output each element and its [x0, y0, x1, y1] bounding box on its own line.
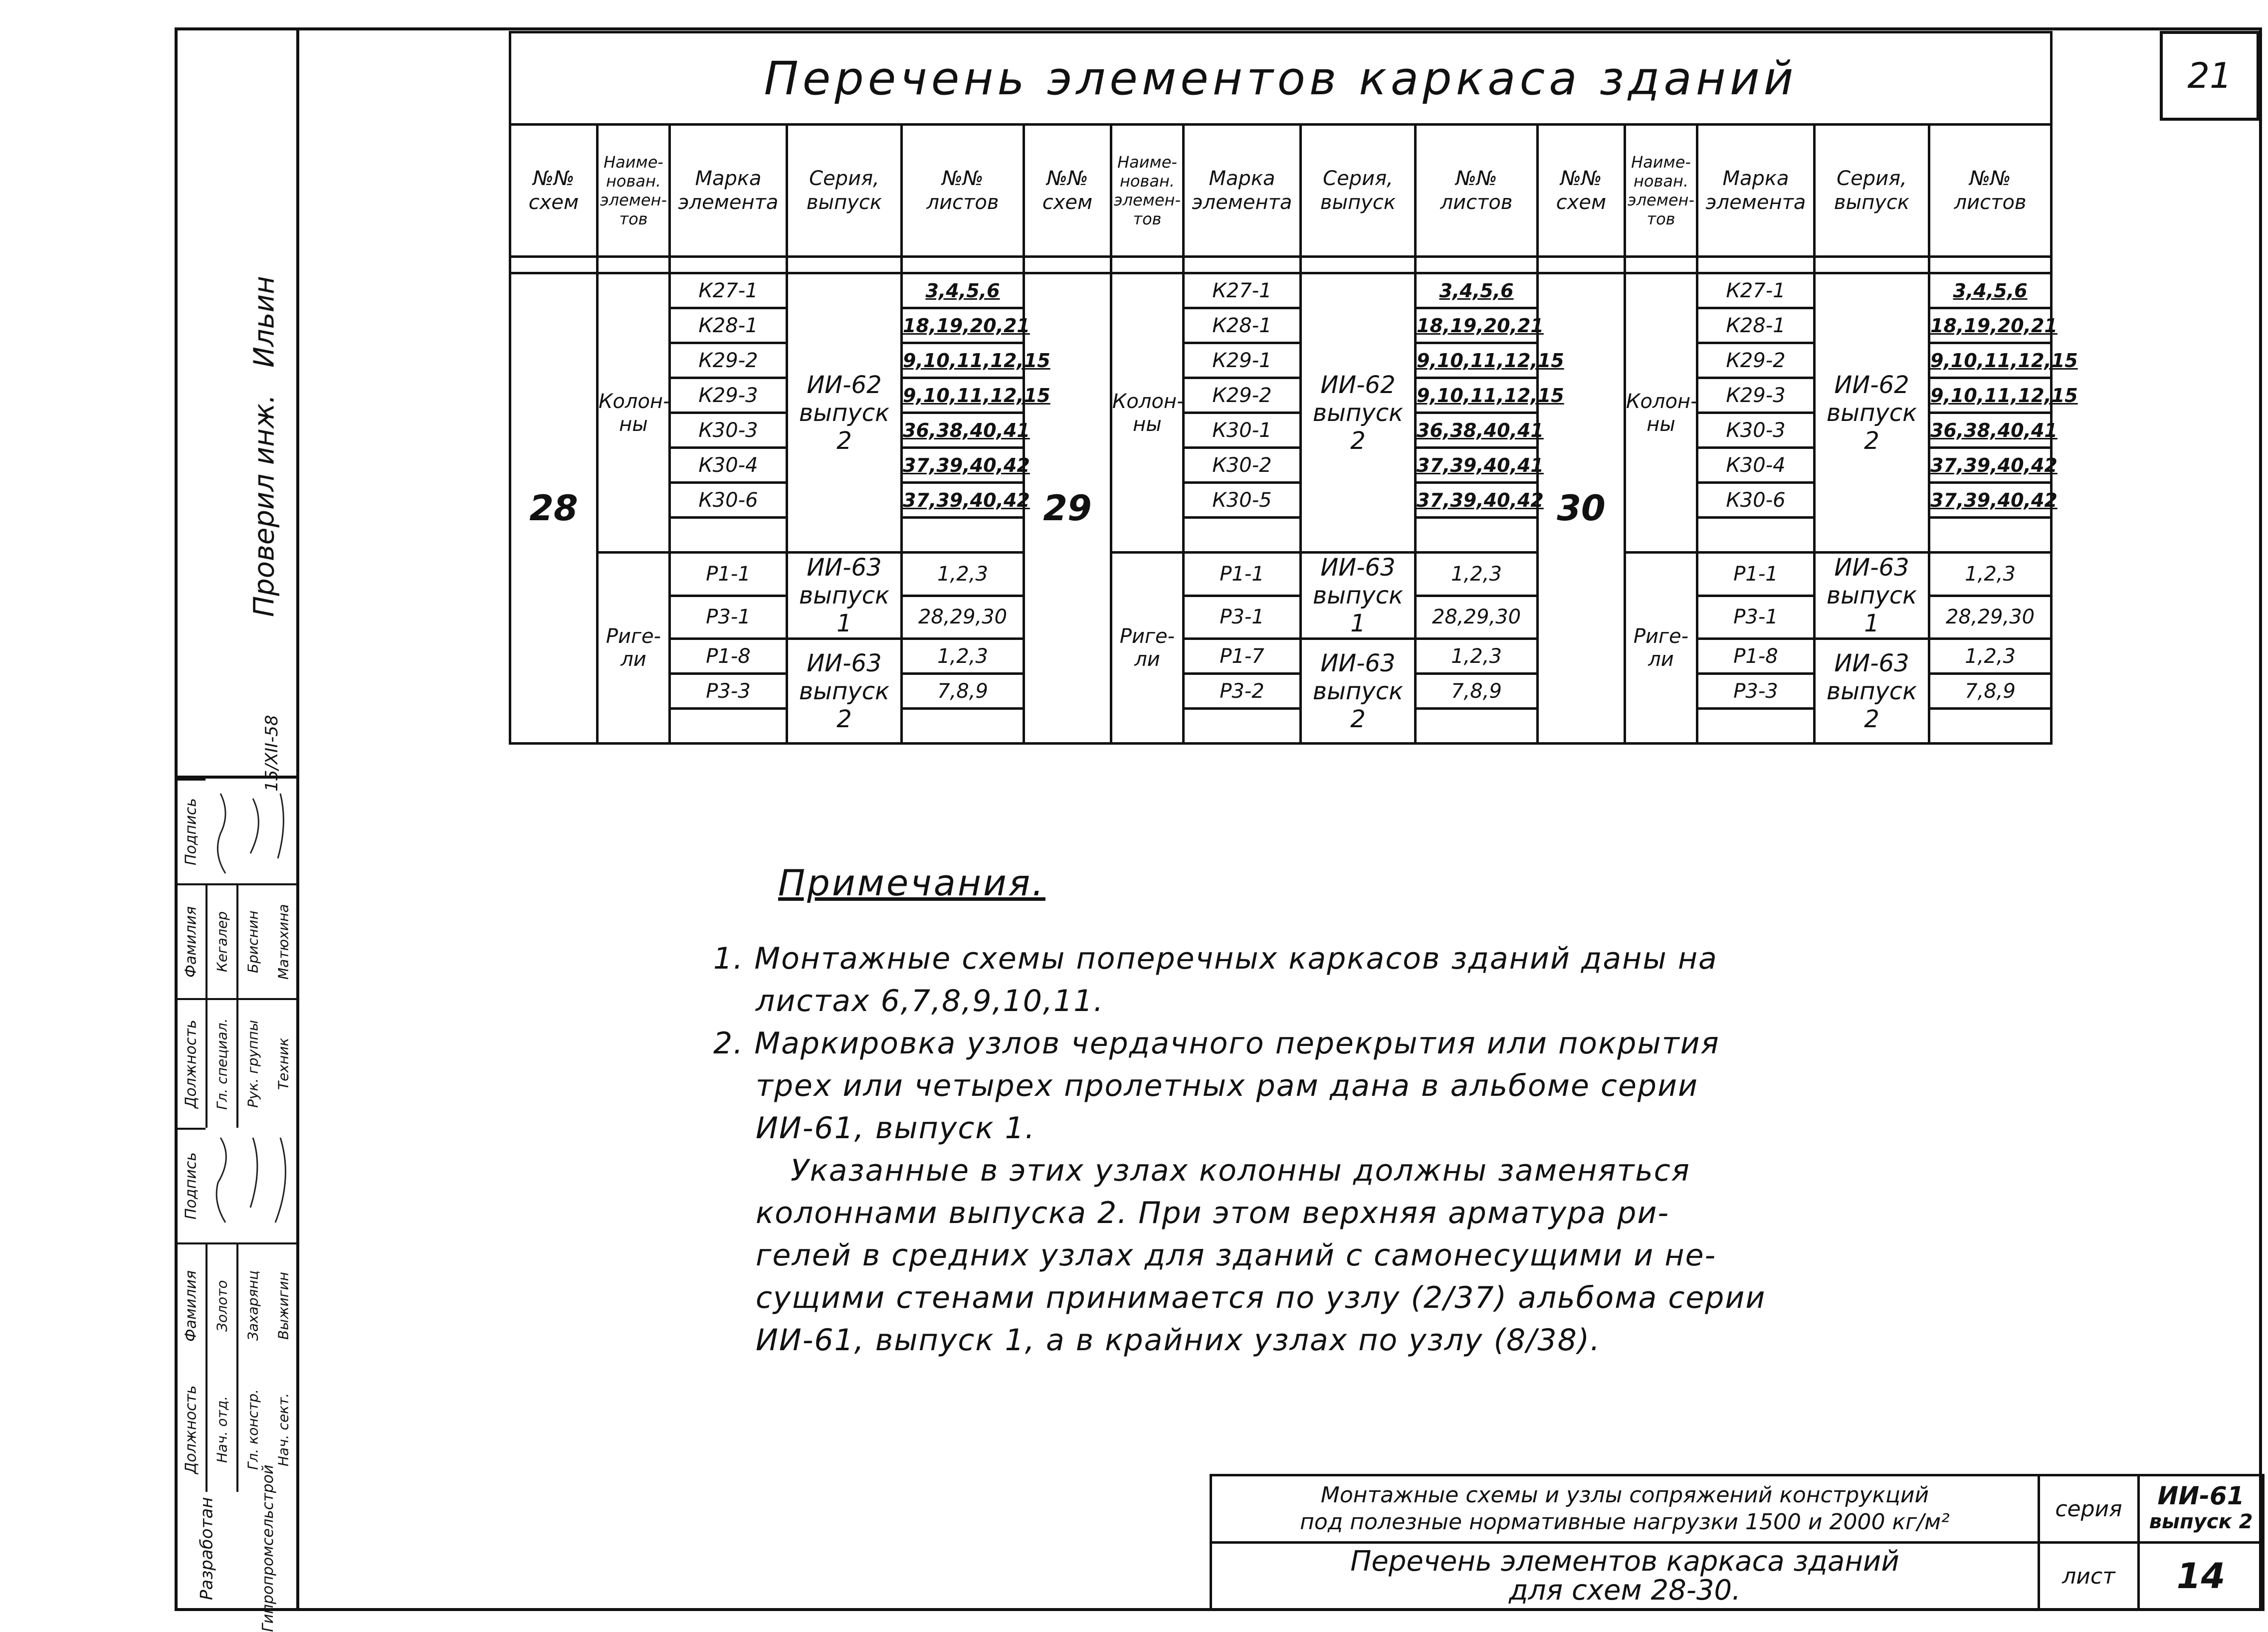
sheet-list	[1929, 518, 2052, 553]
tb-series-value	[2139, 1475, 2264, 1543]
tb-series-value-1: ИИ-61	[2157, 1481, 2245, 1510]
element-mark: Р1-8	[1697, 639, 1815, 674]
table-row	[510, 639, 2052, 674]
sheet-list: 7,8,9	[902, 674, 1024, 709]
hdr-mark-3: Марка элемента	[1697, 125, 1815, 257]
tb-sheet-title	[1211, 1543, 2039, 1610]
checked-label: Проверил инж.	[248, 394, 281, 617]
tb-line-4: для схем 28-30.	[1509, 1574, 1741, 1607]
series-rigels-b: ИИ-63 выпуск 2	[1301, 639, 1416, 744]
sheet-list: 1,2,3	[1929, 639, 2052, 674]
frame-right-line	[2259, 27, 2262, 1611]
hdr-mark-1: Марка элемента	[670, 125, 787, 257]
hdr-series-1: Серия, выпуск	[787, 125, 902, 257]
note-line-2: листах 6,7,8,9,10,11.	[756, 984, 1104, 1019]
element-mark: Р3-1	[1697, 596, 1815, 639]
series-rigels-b: ИИ-63 выпуск 2	[1815, 639, 1929, 744]
sheet-list: 9,10,11,12,15	[1416, 378, 1538, 413]
note-line-9: сущими стенами принимается по узлу (2/37) альбома серии	[756, 1280, 1766, 1315]
sheet-list: 1,2,3	[902, 639, 1024, 674]
stamp-r2-c4: Рук. группы	[236, 998, 267, 1128]
element-mark	[1697, 518, 1815, 553]
note-line-5: ИИ-61, выпуск 1.	[756, 1111, 1035, 1146]
sheet-list: 9,10,11,12,15	[1929, 378, 2052, 413]
sheet-list: 28,29,30	[1416, 596, 1538, 639]
stamp-r3-c4: Техник	[267, 998, 299, 1128]
series-rigels-a: ИИ-63 выпуск 1	[787, 553, 902, 639]
hdr-scheme-1: №№ схем	[510, 125, 598, 257]
sheet-list: 1,2,3	[1929, 553, 2052, 596]
group-name-rigels: Риге-ли	[1111, 553, 1184, 744]
sheet-list	[1416, 709, 1538, 744]
hdr-mark-2: Марка элемента	[1184, 125, 1301, 257]
sheet-list: 9,10,11,12,15	[902, 343, 1024, 378]
element-mark: К30-2	[1184, 448, 1301, 483]
sheet-list	[1929, 709, 2052, 744]
element-mark: К29-2	[670, 343, 787, 378]
note-line-10: ИИ-61, выпуск 1, а в крайних узлах по узлу (8/38).	[756, 1323, 1601, 1358]
tb-series-value-2: выпуск 2	[2149, 1510, 2253, 1533]
element-mark: К30-5	[1184, 483, 1301, 518]
note-line-1: 1. Монтажные схемы поперечных каркасов зданий даны на	[713, 941, 1718, 976]
element-mark: Р3-3	[670, 674, 787, 709]
title-block	[1210, 1474, 2262, 1609]
element-mark: К29-3	[1697, 378, 1815, 413]
sheet-list: 7,8,9	[1416, 674, 1538, 709]
element-mark: К29-1	[1184, 343, 1301, 378]
hdr-sheets-1: №№ листов	[902, 125, 1024, 257]
element-mark: К28-1	[670, 308, 787, 343]
sheet-list: 37,39,40,42	[1929, 448, 2052, 483]
frame-top-line	[175, 27, 2262, 30]
sheet-list	[1416, 518, 1538, 553]
sheet-list: 1,2,3	[1416, 639, 1538, 674]
series-columns: ИИ-62 выпуск 2	[787, 273, 902, 553]
hdr-name-3: Наиме-нован. элемен-тов	[1625, 125, 1697, 257]
hdr-series-2: Серия, выпуск	[1301, 125, 1416, 257]
hdr-scheme-3: №№ схем	[1538, 125, 1625, 257]
sheet-list: 37,39,40,41	[1416, 448, 1538, 483]
sheet-list: 7,8,9	[1929, 674, 2052, 709]
stamp-grid	[175, 776, 299, 1611]
stamp-header-6: Подпись	[175, 779, 206, 883]
sheet-list: 28,29,30	[902, 596, 1024, 639]
note-line-7: колоннами выпуска 2. При этом верхняя арматура ри-	[756, 1196, 1669, 1230]
sheet-list: 37,39,40,42	[902, 448, 1024, 483]
tb-line-2: под полезные нормативные нагрузки 1500 и 2000 кг/м²	[1300, 1509, 1950, 1535]
sheet-list: 37,39,40,42	[1416, 483, 1538, 518]
hdr-scheme-2: №№ схем	[1024, 125, 1111, 257]
element-mark	[670, 709, 787, 744]
element-mark: К30-4	[1697, 448, 1815, 483]
series-columns: ИИ-62 выпуск 2	[1815, 273, 1929, 553]
element-mark: К27-1	[1697, 273, 1815, 308]
date-note: 15/XII-58	[262, 715, 282, 792]
tb-sheet-label: лист	[2039, 1543, 2139, 1610]
element-mark: К30-6	[1697, 483, 1815, 518]
tb-description	[1211, 1475, 2039, 1543]
sheet-list: 3,4,5,6	[902, 273, 1024, 308]
element-mark: Р3-1	[1184, 596, 1301, 639]
element-mark: К27-1	[670, 273, 787, 308]
scheme-number: 28	[510, 273, 598, 744]
hdr-name-2: Наиме-нован. элемен-тов	[1111, 125, 1184, 257]
sheet-list	[902, 518, 1024, 553]
element-mark: Р1-8	[670, 639, 787, 674]
note-line-3: 2. Маркировка узлов чердачного перекрытия или покрытия	[713, 1026, 1720, 1061]
stamp-header-3: Подпись	[175, 1128, 206, 1242]
group-name-columns: Колон-ны	[598, 273, 670, 553]
sheet-list: 9,10,11,12,15	[902, 378, 1024, 413]
elements-table	[509, 31, 2078, 733]
stamp-org-2: Гипропромсельстрой	[237, 1489, 299, 1611]
note-line-4: трех или четырех пролетных рам дана в альбоме серии	[756, 1068, 1698, 1103]
tb-sheet-value: 14	[2139, 1543, 2264, 1610]
element-mark	[1184, 518, 1301, 553]
element-mark: К29-2	[1697, 343, 1815, 378]
table-row	[510, 273, 2052, 308]
sheet-list: 18,19,20,21	[1929, 308, 2052, 343]
group-name-rigels: Риге-ли	[1625, 553, 1697, 744]
hdr-name-1: Наиме-нован. элемен-тов	[598, 125, 670, 257]
stamp-header-5: Фамилия	[175, 883, 206, 998]
note-line-8: гелей в средних узлах для зданий с самонесущими и не-	[756, 1238, 1717, 1273]
sheet-list: 18,19,20,21	[1416, 308, 1538, 343]
stamp-strip	[175, 27, 299, 1632]
hdr-sheets-2: №№ листов	[1416, 125, 1538, 257]
table-title: Перечень элементов каркаса зданий	[510, 32, 2052, 125]
stamp-r3-c2: Выжигин	[267, 1242, 299, 1367]
tb-line-1: Монтажные схемы и узлы сопряжений конструкций	[1320, 1482, 1929, 1508]
element-mark: Р3-2	[1184, 674, 1301, 709]
stamp-header-4: Должность	[175, 998, 206, 1128]
group-name-rigels: Риге-ли	[598, 553, 670, 744]
sheet-list: 9,10,11,12,15	[1416, 343, 1538, 378]
stamp-r2-c1: Гл. констр.	[236, 1367, 267, 1492]
sheet-list: 36,38,40,41	[1416, 413, 1538, 448]
stamp-r1-c2: Золото	[206, 1242, 236, 1367]
notes-title: Примечания.	[778, 862, 1045, 904]
sheet-list: 36,38,40,41	[1929, 413, 2052, 448]
sheet-list: 37,39,40,42	[902, 483, 1024, 518]
note-line-6: Указанные в этих узлах колонны должны заменяться	[791, 1153, 1690, 1188]
tb-line-3: Перечень элементов каркаса зданий	[1350, 1545, 1899, 1578]
hdr-series-3: Серия, выпуск	[1815, 125, 1929, 257]
element-mark: К29-3	[670, 378, 787, 413]
stamp-org-1: Разработан	[175, 1489, 237, 1611]
element-mark: Р1-1	[1184, 553, 1301, 596]
element-mark	[1184, 709, 1301, 744]
tb-series-label: серия	[2039, 1475, 2139, 1543]
sheet-list: 18,19,20,21	[902, 308, 1024, 343]
table-row	[510, 553, 2052, 596]
element-mark: К30-4	[670, 448, 787, 483]
element-mark: Р1-7	[1184, 639, 1301, 674]
element-mark: Р1-1	[670, 553, 787, 596]
series-rigels-b: ИИ-63 выпуск 2	[787, 639, 902, 744]
header-gap-row	[510, 257, 2052, 273]
series-columns: ИИ-62 выпуск 2	[1301, 273, 1416, 553]
element-mark: Р3-1	[670, 596, 787, 639]
signature-scribbles	[206, 779, 299, 1242]
page-number: 21	[2160, 31, 2260, 121]
sheet-list: 28,29,30	[1929, 596, 2052, 639]
element-mark: Р1-1	[1697, 553, 1815, 596]
group-name-columns: Колон-ны	[1625, 273, 1697, 553]
sheet-list: 3,4,5,6	[1416, 273, 1538, 308]
sheet-list: 36,38,40,41	[902, 413, 1024, 448]
stamp-r1-c5: Кегалер	[206, 883, 236, 998]
stamp-r1-c1: Нач. отд.	[206, 1367, 236, 1492]
element-mark	[1697, 709, 1815, 744]
stamp-r2-c5: Бриснин	[236, 883, 267, 998]
stamp-r2-c2: Захарянц	[236, 1242, 267, 1367]
element-mark: К30-3	[1697, 413, 1815, 448]
element-mark: К30-1	[1184, 413, 1301, 448]
stamp-header-1: Должность	[175, 1367, 206, 1492]
element-mark	[670, 518, 787, 553]
element-mark: Р3-3	[1697, 674, 1815, 709]
table-header-row	[510, 125, 2052, 257]
table-body	[510, 273, 2078, 744]
element-mark: К27-1	[1184, 273, 1301, 308]
series-rigels-a: ИИ-63 выпуск 1	[1815, 553, 1929, 639]
element-mark: К28-1	[1697, 308, 1815, 343]
sheet-list: 1,2,3	[902, 553, 1024, 596]
scheme-number: 29	[1024, 273, 1111, 744]
scheme-number: 30	[1538, 273, 1625, 744]
sheet-list: 37,39,40,42	[1929, 483, 2052, 518]
sheet-list: 3,4,5,6	[1929, 273, 2052, 308]
element-mark: К30-3	[670, 413, 787, 448]
sheet-list: 1,2,3	[1416, 553, 1538, 596]
hdr-sheets-3: №№ листов	[1929, 125, 2052, 257]
stamp-r1-c4: Гл. специал.	[206, 998, 236, 1128]
stamp-header-2: Фамилия	[175, 1242, 206, 1367]
element-mark: К29-2	[1184, 378, 1301, 413]
sheet-list	[902, 709, 1024, 744]
stamp-r3-c5: Матюхина	[267, 883, 299, 998]
group-name-columns: Колон-ны	[1111, 273, 1184, 553]
sheet-list: 9,10,11,12,15	[1929, 343, 2052, 378]
checked-sign: Ильин	[248, 276, 281, 368]
stamp-r3-c1: Нач. сект.	[275, 1393, 292, 1466]
checked-by	[234, 197, 294, 696]
series-rigels-a: ИИ-63 выпуск 1	[1301, 553, 1416, 639]
element-mark: К30-6	[670, 483, 787, 518]
element-mark: К28-1	[1184, 308, 1301, 343]
